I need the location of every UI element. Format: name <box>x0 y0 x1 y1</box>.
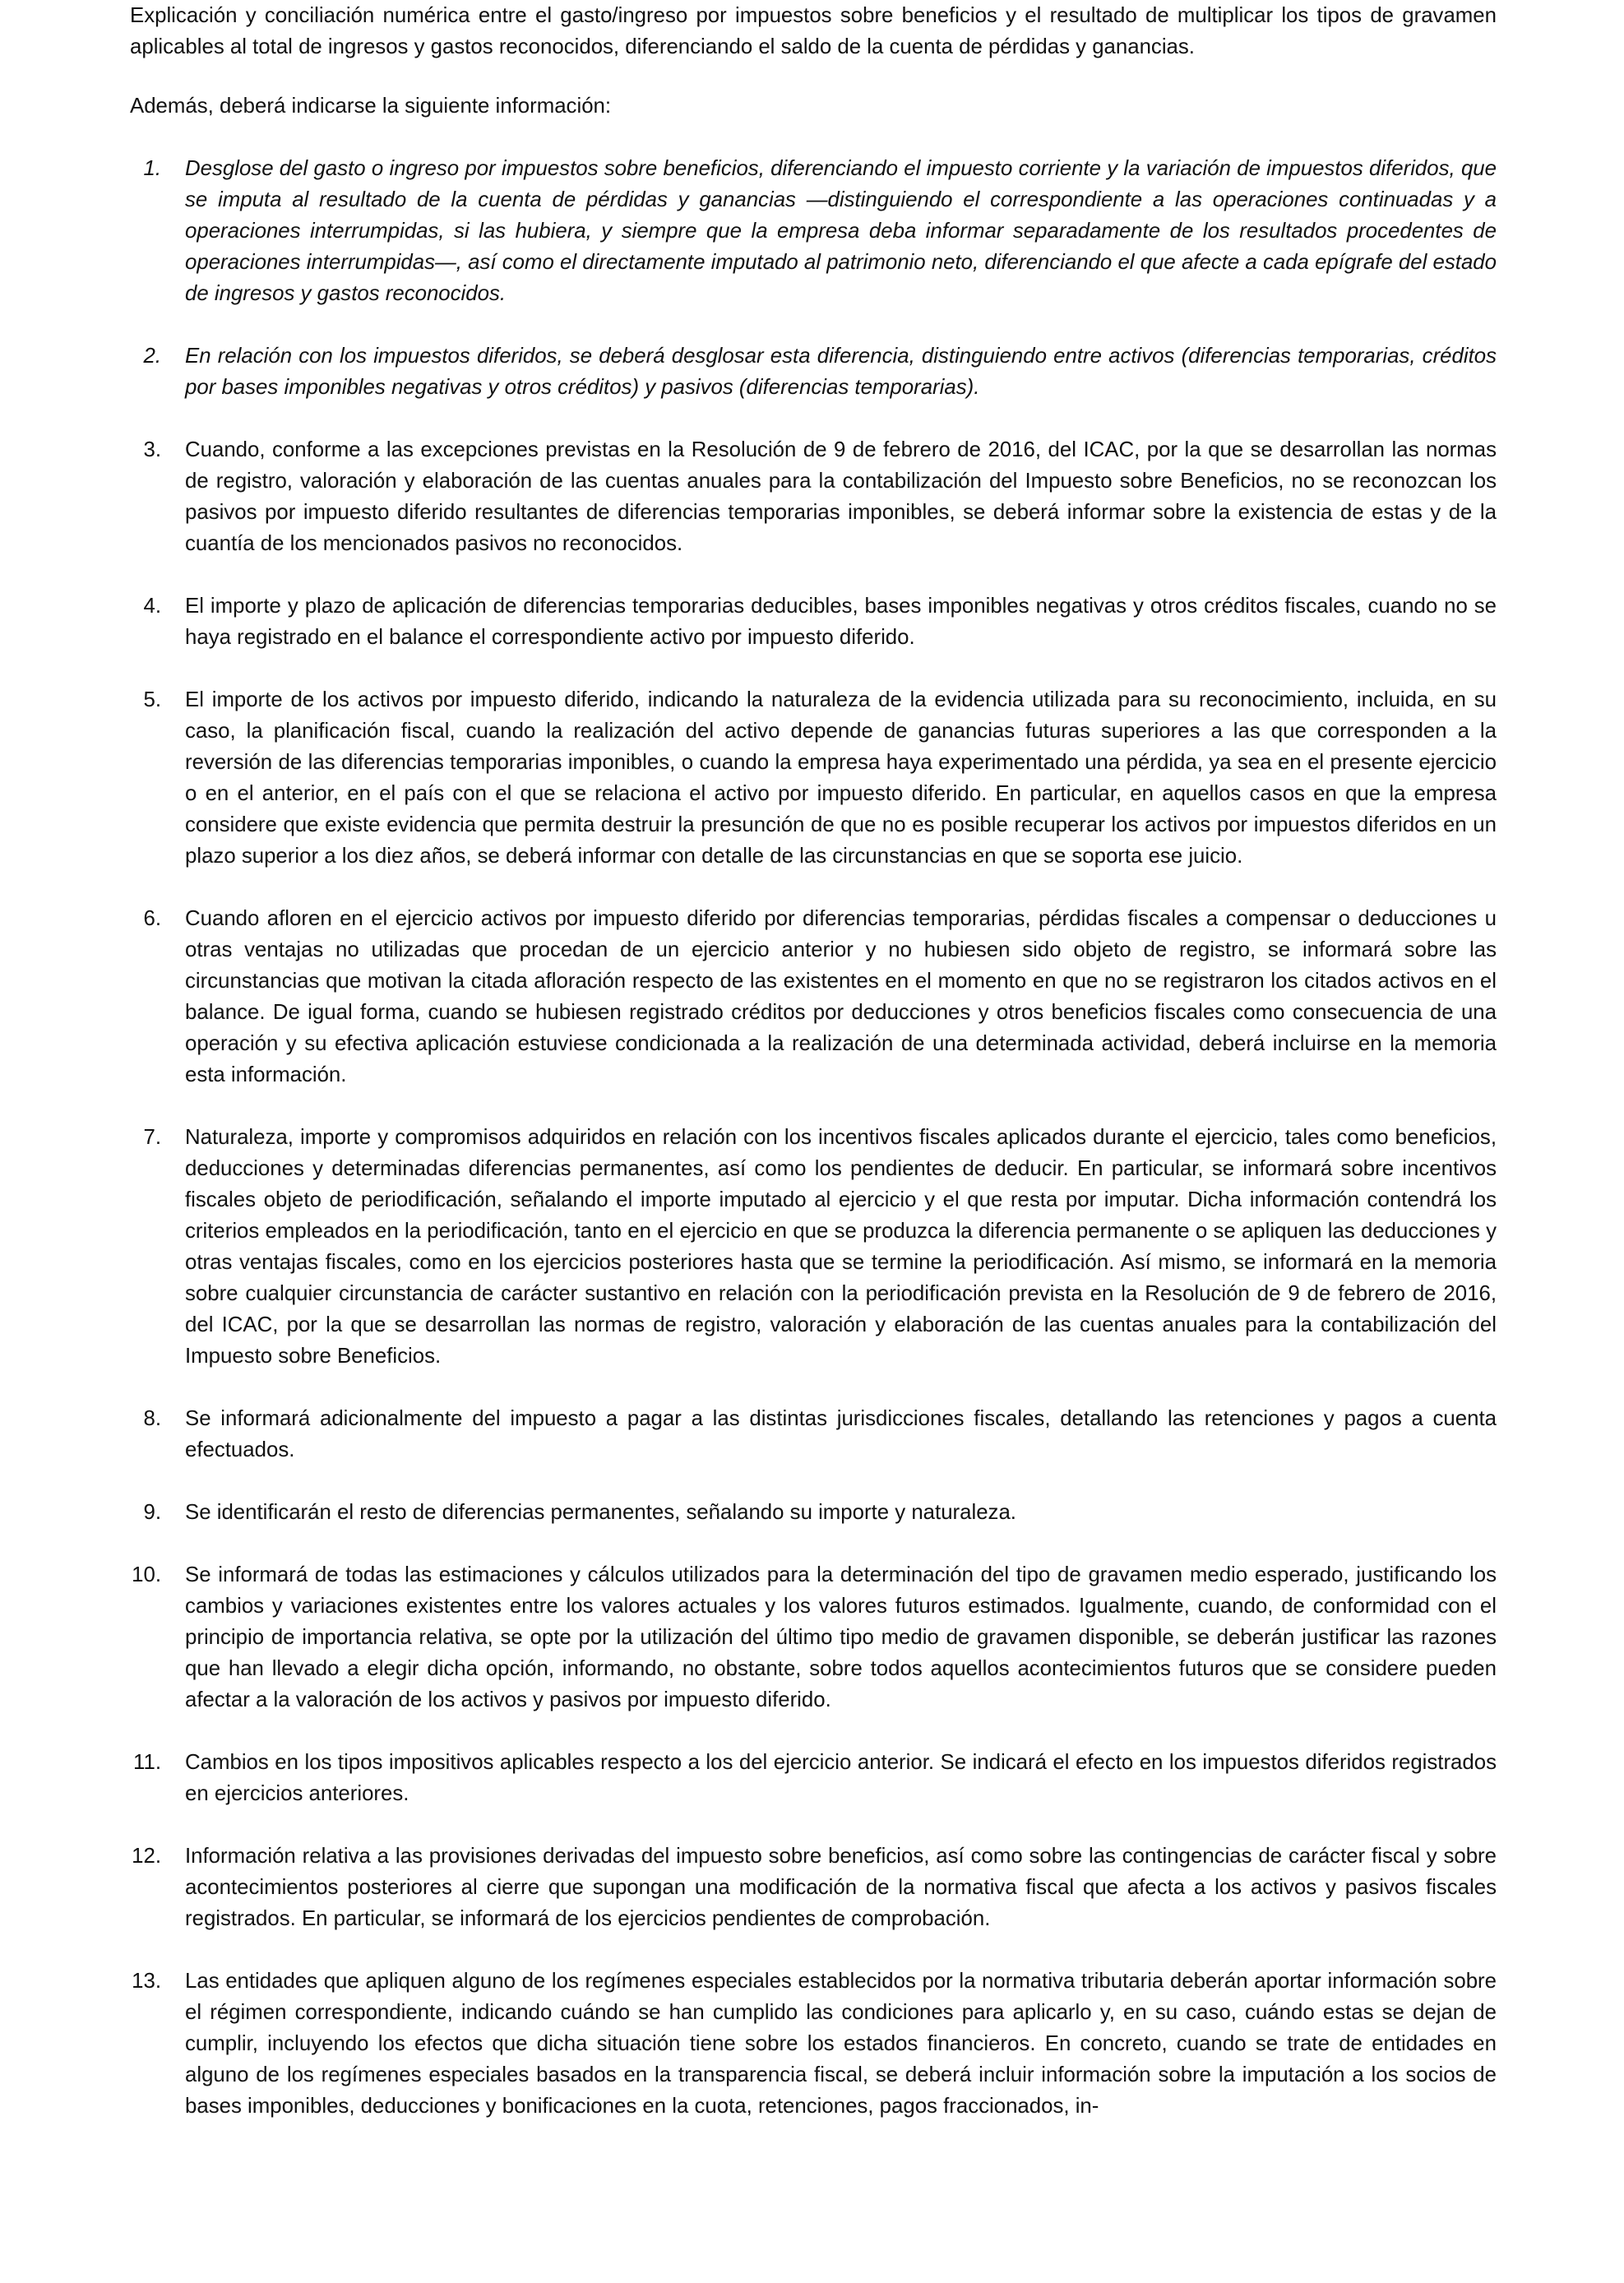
item-number: 2. <box>143 345 161 368</box>
item-text: Las entidades que apliquen alguno de los regímenes especiales establecidos por la normativa tributaria deberán aportar información sobre el régimen correspondiente, indicando cuándo se han cumplido las condiciones para aplicarlo y, en su caso, cuándo estas se dejan de cumplir, incluyendo los efectos que dicha situación tiene sobre los estados financieros. En concreto, cuando se trate de entidades en alguno de los regímenes especiales basados en la transparencia fiscal, se deberá incluir información sobre la imputación a los socios de bases imponibles, deducciones y bonificaciones en la cuota, retenciones, pagos fraccionados, in- <box>185 1970 1497 2118</box>
item-number: 6. <box>143 907 161 930</box>
item-number: 12. <box>132 1845 161 1868</box>
item-text: Naturaleza, importe y compromisos adquiridos en relación con los incentivos fiscales aplicados durante el ejercicio, tales como beneficios, deducciones y determinadas diferencias permanentes, así como los pendientes de deducir. En particular, se informará sobre incentivos fiscales objeto de periodificación, señalando el importe imputado al ejercicio y el que resta por imputar. Dicha información contendrá los criterios empleados en la periodificación, tanto en el ejercicio en que se produzca la diferencia permanente o se apliquen las deducciones y otras ventajas fiscales, como en los ejercicios posteriores hasta que se termine la periodificación. Así mismo, se informará en la memoria sobre cualquier circunstancia de carácter sustantivo en relación con la periodificación prevista en la Resolución de 9 de febrero de 2016, del ICAC, por la que se desarrollan las normas de registro, valoración y elaboración de las cuentas anuales para la contabilización del Impuesto sobre Beneficios. <box>185 1126 1497 1368</box>
item-text: El importe de los activos por impuesto diferido, indicando la naturaleza de la evidencia utilizada para su reconocimiento, incluida, en su caso, la planificación fiscal, cuando la realización del activo depende de ganancias futuras superiores a las que corresponden a la reversión de las diferencias temporarias imponibles, o cuando la empresa haya experimentado una pérdida, ya sea en el presente ejercicio o en el anterior, en el país con el que se relaciona el activo por impuesto diferido. En particular, en aquellos casos en que la empresa considere que existe evidencia que permita destruir la presunción de que no es posible recuperar los activos por impuestos diferidos en un plazo superior a los diez años, se deberá informar con detalle de las circunstancias en que se soporta ese juicio. <box>185 688 1497 868</box>
list-item-6 <box>130 903 1497 1091</box>
item-number: 1. <box>143 157 161 180</box>
list-item-2 <box>130 340 1497 403</box>
item-text: En relación con los impuestos diferidos, se deberá desglosar esta diferencia, distinguiendo entre activos (diferencias temporarias, créditos por bases imponibles negativas y otros créditos) y pasivos (diferencias temporarias). <box>185 345 1497 399</box>
list-item-5 <box>130 684 1497 872</box>
item-number: 4. <box>143 595 161 618</box>
item-number: 7. <box>143 1126 161 1149</box>
item-text: Desglose del gasto o ingreso por impuestos sobre beneficios, diferenciando el impuesto corriente y la variación de impuestos diferidos, que se imputa al resultado de la cuenta de pérdidas y ganancias —distinguiendo el correspondiente a las operaciones continuadas y a operaciones interrumpidas, si las hubiera, y siempre que la empresa deba informar separadamente de los resultados procedentes de operaciones interrumpidas—, así como el directamente imputado al patrimonio neto, diferenciando el que afecte a cada epígrafe del estado de ingresos y gastos reconocidos. <box>185 157 1497 305</box>
list-item-7 <box>130 1122 1497 1372</box>
list-item-3 <box>130 434 1497 559</box>
document-page <box>130 0 1497 2153</box>
list-item-9 <box>130 1497 1497 1528</box>
list-item-8 <box>130 1403 1497 1466</box>
list-item-13 <box>130 1966 1497 2122</box>
item-number: 9. <box>143 1501 161 1524</box>
item-number: 8. <box>143 1407 161 1430</box>
item-text: Se informará adicionalmente del impuesto a pagar a las distintas jurisdicciones fiscales, detallando las retenciones y pagos a cuenta efectuados. <box>185 1407 1497 1461</box>
list-item-10 <box>130 1559 1497 1716</box>
item-text: El importe y plazo de aplicación de diferencias temporarias deducibles, bases imponibles negativas y otros créditos fiscales, cuando no se haya registrado en el balance el correspondiente activo por impuesto diferido. <box>185 595 1497 649</box>
item-text: Cuando, conforme a las excepciones previstas en la Resolución de 9 de febrero de 2016, del ICAC, por la que se desarrollan las normas de registro, valoración y elaboración de las cuentas anuales para la contabilización del Impuesto sobre Beneficios, no se reconozcan los pasivos por impuesto diferido resultantes de diferencias temporarias imponibles, se deberá informar sobre la existencia de estas y de la cuantía de los mencionados pasivos no reconocidos. <box>185 438 1497 555</box>
item-text: Se identificarán el resto de diferencias permanentes, señalando su importe y naturaleza. <box>185 1501 1016 1524</box>
item-number: 10. <box>132 1563 161 1586</box>
item-number: 13. <box>132 1970 161 1993</box>
item-text: Se informará de todas las estimaciones y cálculos utilizados para la determinación del tipo de gravamen medio esperado, justificando los cambios y variaciones existentes entre los valores actuales y los valores futuros estimados. Igualmente, cuando, de conformidad con el principio de importancia relativa, se opte por la utilización del último tipo medio de gravamen disponible, se deberán justificar las razones que han llevado a elegir dicha opción, informando, no obstante, sobre todos aquellos acontecimientos futuros que se considere pueden afectar a la valoración de los activos y pasivos por impuesto diferido. <box>185 1563 1497 1711</box>
list-item-4 <box>130 590 1497 653</box>
item-number: 5. <box>143 688 161 711</box>
requirements-list <box>130 153 1497 2122</box>
list-item-11 <box>130 1747 1497 1809</box>
list-item-12 <box>130 1841 1497 1934</box>
item-number: 11. <box>133 1751 161 1774</box>
item-text: Cambios en los tipos impositivos aplicables respecto a los del ejercicio anterior. Se indicará el efecto en los impuestos diferidos registrados en ejercicios anteriores. <box>185 1751 1497 1805</box>
item-text: Información relativa a las provisiones derivadas del impuesto sobre beneficios, así como sobre las contingencias de carácter fiscal y sobre acontecimientos posteriores al cierre que supongan una modificación de la normativa fiscal que afecta a los activos y pasivos fiscales registrados. En particular, se informará de los ejercicios pendientes de comprobación. <box>185 1845 1497 1930</box>
intro-paragraph: Explicación y conciliación numérica entre el gasto/ingreso por impuestos sobre beneficios y el resultado de multiplicar los tipos de gravamen aplicables al total de ingresos y gastos reconocidos, diferenciando el saldo de la cuenta de pérdidas y ganancias. <box>130 4 1497 58</box>
info-heading: Además, deberá indicarse la siguiente información: <box>130 95 612 118</box>
list-item-1 <box>130 153 1497 309</box>
item-number: 3. <box>143 438 161 461</box>
item-text: Cuando afloren en el ejercicio activos por impuesto diferido por diferencias temporarias, pérdidas fiscales a compensar o deducciones u otras ventajas no utilizadas que procedan de un ejercicio anterior y no hubiesen sido objeto de registro, se informará sobre las circunstancias que motivan la citada afloración respecto de las existentes en el momento en que no se registraron los citados activos en el balance. De igual forma, cuando se hubiesen registrado créditos por deducciones y otros beneficios fiscales como consecuencia de una operación y su efectiva aplicación estuviese condicionada a la realización de una determinada actividad, deberá incluirse en la memoria esta información. <box>185 907 1497 1086</box>
